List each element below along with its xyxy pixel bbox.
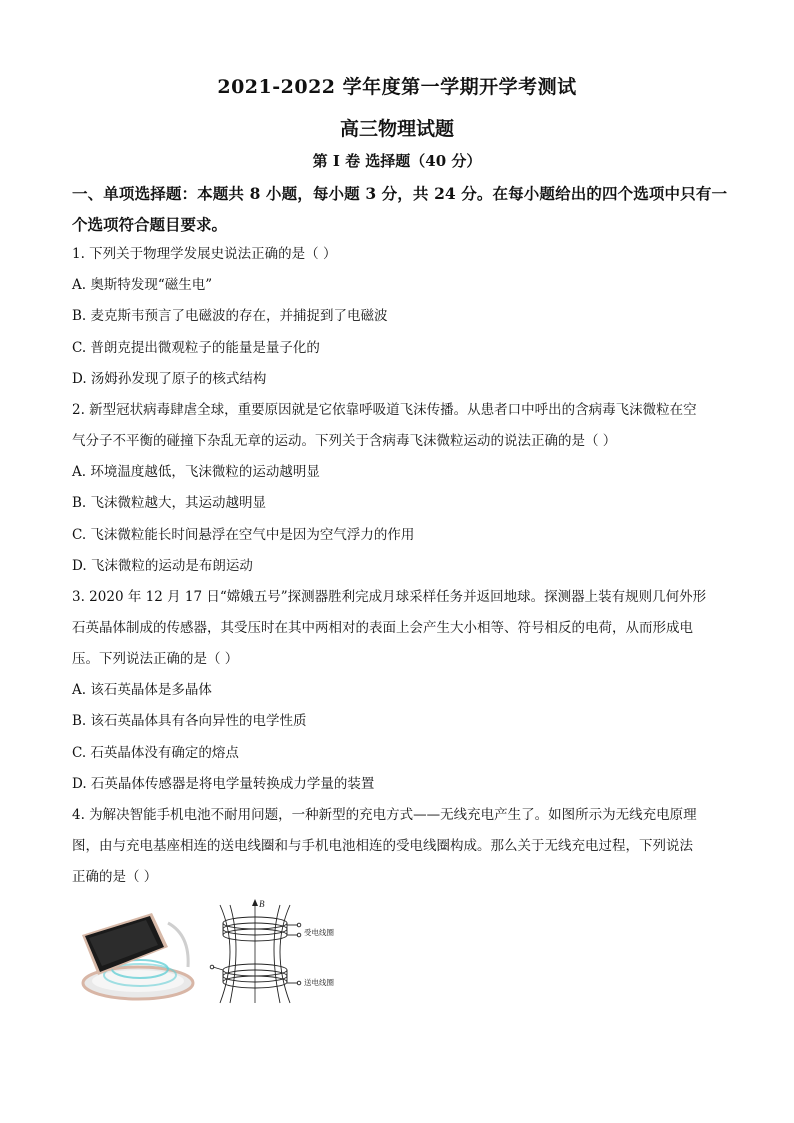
question-3-option-a: A. 该石英晶体是多晶体 — [72, 682, 212, 698]
question-3-stem-line3: 压。下列说法正确的是（ ） — [72, 651, 239, 667]
question-2-option-d: D. 飞沫微粒的运动是布朗运动 — [72, 558, 253, 574]
sender-coil-label: 送电线圈 — [304, 978, 334, 987]
question-2-option-b: B. 飞沫微粒越大，其运动越明显 — [72, 495, 267, 511]
question-1-option-d: D. 汤姆孙发现了原子的核式结构 — [72, 371, 267, 387]
question-1-option-b: B. 麦克斯韦预言了电磁波的存在，并捕捉到了电磁波 — [72, 308, 388, 324]
question-3-option-b: B. 该石英晶体具有各向异性的电学性质 — [72, 713, 307, 729]
question-4-stem-line2: 图，由与充电基座相连的送电线圈和与手机电池相连的受电线圈构成。那么关于无线充电过程，下列说法 — [72, 838, 693, 854]
question-1-option-c: C. 普朗克提出微观粒子的能量是量子化的 — [72, 340, 320, 356]
question-2-option-c: C. 飞沫微粒能长时间悬浮在空气中是因为空气浮力的作用 — [72, 527, 415, 543]
question-3-stem-line1: 3. 2020 年 12 月 17 日“嫦娥五号”探测器胜利完成月球采样任务并返回地球。探测器上装有规则几何外形 — [72, 589, 707, 605]
part-heading: 一、单项选择题：本题共 8 小题，每小题 3 分，共 24 分。在每小题给出的四个选项中只有一个选项符合题目要求。 — [72, 184, 727, 234]
question-3-option-c: C. 石英晶体没有确定的熔点 — [72, 745, 239, 761]
question-4-stem-line3: 正确的是（ ） — [72, 869, 158, 885]
question-2-stem-line1: 2. 新型冠状病毒肆虐全球，重要原因就是它依靠呼吸道飞沫传播。从患者口中呼出的含病毒飞沫微粒在空 — [72, 402, 697, 418]
receiver-coil-label: 受电线圈 — [304, 928, 334, 937]
question-2-stem-line2: 气分子不平衡的碰撞下杂乱无章的运动。下列关于含病毒飞沫微粒运动的说法正确的是（ ） — [72, 433, 617, 449]
question-1-stem: 1. 下列关于物理学发展史说法正确的是（ ） — [72, 246, 337, 262]
phone-on-pad-photo — [82, 913, 193, 999]
exam-subtitle: 高三物理试题 — [339, 118, 454, 140]
coil-diagram — [210, 899, 301, 1003]
wireless-charging-figure — [80, 895, 340, 1010]
question-2-option-a: A. 环境温度越低，飞沫微粒的运动越明显 — [72, 464, 320, 480]
section-heading: 第 I 卷 选择题（40 分） — [312, 152, 482, 170]
magnetic-field-label: B — [259, 899, 265, 909]
exam-title: 2021-2022 学年度第一学期开学考测试 — [217, 76, 577, 98]
question-4-stem-line1: 4. 为解决智能手机电池不耐用问题，一种新型的充电方式——无线充电产生了。如图所示为无线充电原理 — [72, 807, 697, 823]
question-1-option-a: A. 奥斯特发现“磁生电” — [72, 277, 213, 293]
question-3-stem-line2: 石英晶体制成的传感器，其受压时在其中两相对的表面上会产生大小相等、符号相反的电荷，从而形成电 — [72, 620, 693, 636]
question-3-option-d: D. 石英晶体传感器是将电学量转换成力学量的装置 — [72, 776, 375, 792]
wireless-charging-illustration — [80, 895, 340, 1010]
